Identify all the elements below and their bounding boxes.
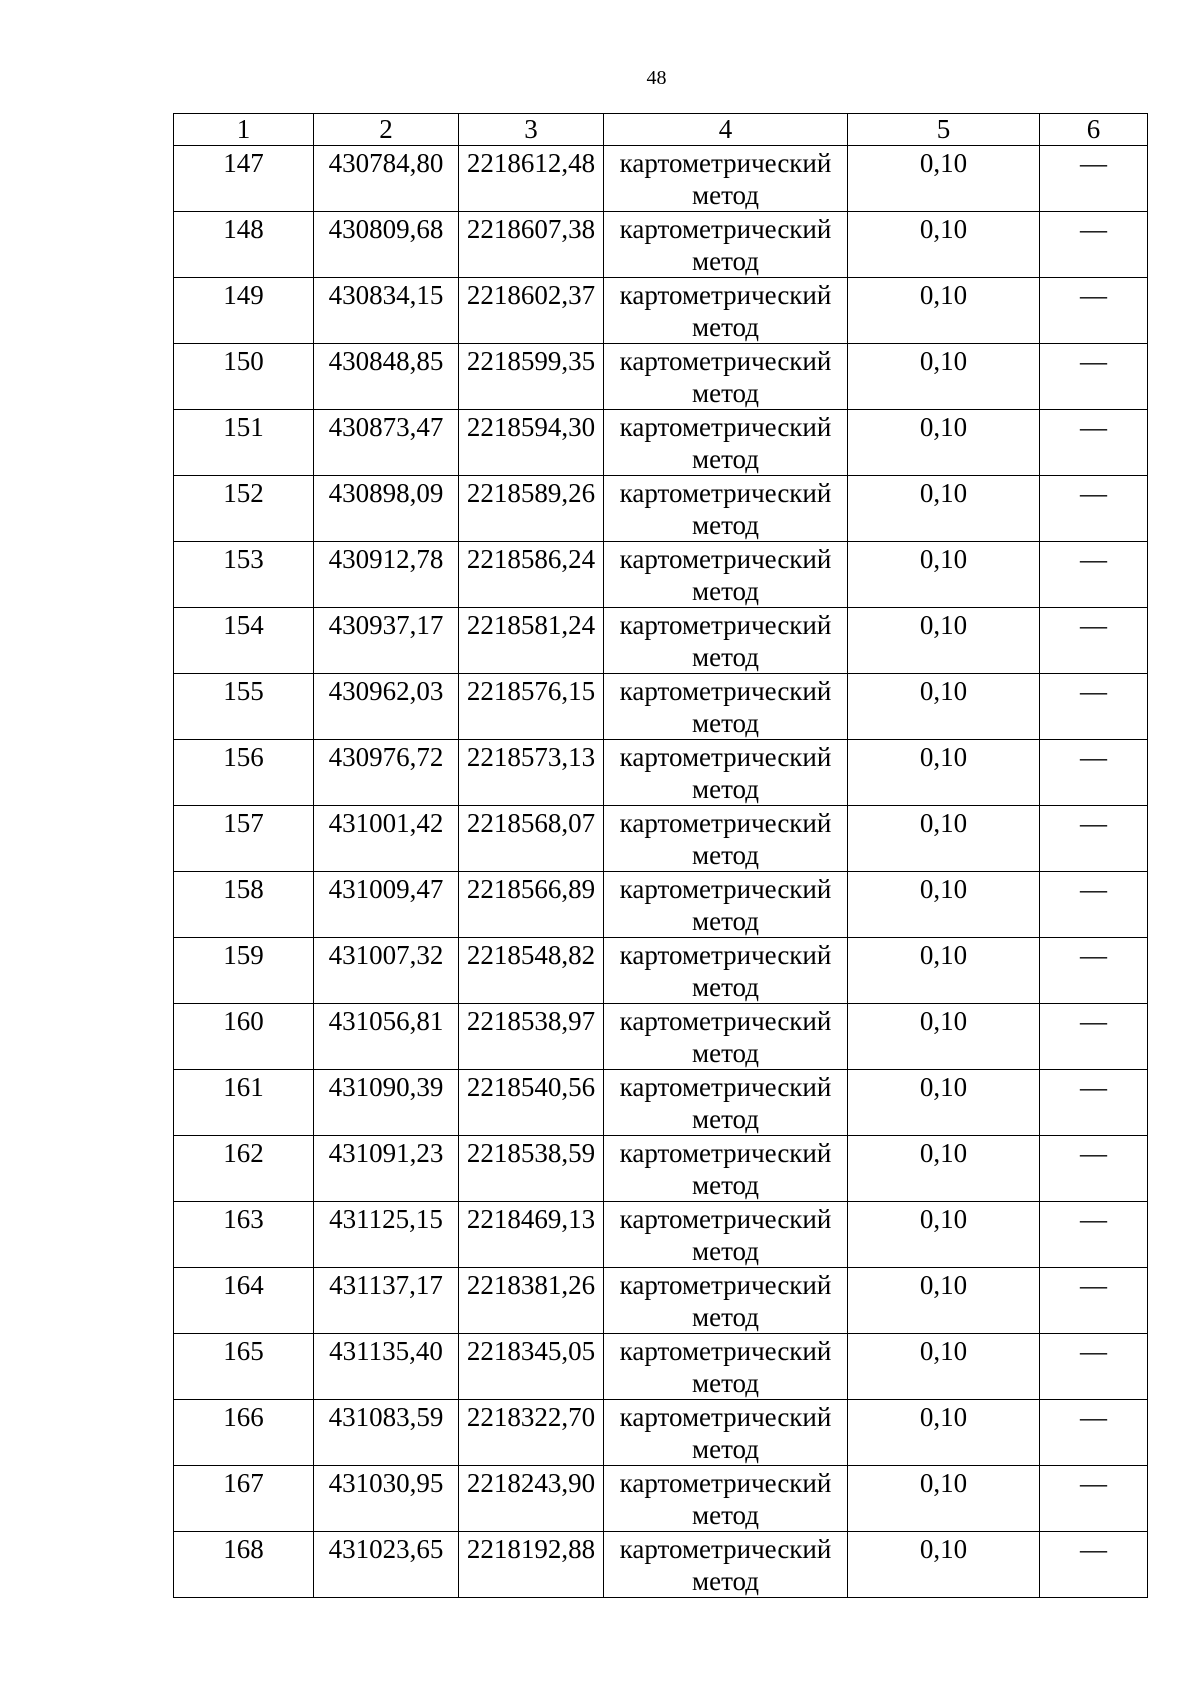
x-coordinate-cell: [314, 1004, 459, 1070]
note-cell: [1040, 1136, 1148, 1202]
accuracy-cell-text: 0,10: [919, 478, 968, 508]
accuracy-cell: [848, 344, 1040, 410]
note-cell: [1040, 938, 1148, 1004]
accuracy-cell-text: 0,10: [919, 610, 968, 640]
note-cell: [1040, 212, 1148, 278]
page-number: 48: [646, 67, 667, 89]
accuracy-cell: [848, 1532, 1040, 1598]
method-cell: [604, 1268, 848, 1334]
point-number-cell: [174, 872, 314, 938]
accuracy-cell: [848, 608, 1040, 674]
accuracy-cell: [848, 278, 1040, 344]
note-dash: —: [1080, 1072, 1107, 1102]
x-coordinate-cell: [314, 872, 459, 938]
table-row: [174, 1532, 1148, 1598]
accuracy-cell-text: 0,10: [919, 1204, 968, 1234]
y-coordinate-cell: [459, 146, 604, 212]
y-coordinate-cell: [459, 938, 604, 1004]
table-row: [174, 608, 1148, 674]
y-coordinate-cell-text: 2218192,88: [466, 1534, 596, 1564]
point-number-cell-text: 160: [223, 1006, 264, 1036]
y-coordinate-cell-text: 2218602,37: [466, 280, 596, 310]
method-cell: [604, 410, 848, 476]
y-coordinate-cell: [459, 608, 604, 674]
y-coordinate-cell: [459, 1466, 604, 1532]
accuracy-cell-text: 0,10: [919, 280, 968, 310]
x-coordinate-cell: [314, 938, 459, 1004]
table-row: [174, 806, 1148, 872]
table-row: [174, 740, 1148, 806]
x-coordinate-cell-text: 431135,40: [329, 1336, 443, 1366]
x-coordinate-cell: [314, 1334, 459, 1400]
x-coordinate-cell-text: 430898,09: [328, 478, 444, 508]
point-number-cell-text: 154: [223, 610, 264, 640]
x-coordinate-cell: [314, 278, 459, 344]
point-number-cell: [174, 1268, 314, 1334]
point-number-cell-text: 162: [223, 1138, 264, 1168]
note-dash: —: [1080, 346, 1107, 376]
table-row: [174, 146, 1148, 212]
y-coordinate-cell-text: 2218469,13: [466, 1204, 596, 1234]
x-coordinate-cell-text: 430962,03: [328, 676, 444, 706]
table-row: [174, 278, 1148, 344]
table-row: [174, 542, 1148, 608]
y-coordinate-cell: [459, 542, 604, 608]
x-coordinate-cell-text: 431090,39: [328, 1072, 444, 1102]
accuracy-cell: [848, 146, 1040, 212]
x-coordinate-cell: [314, 476, 459, 542]
x-coordinate-cell-text: 431001,42: [328, 808, 444, 838]
method-cell: [604, 1400, 848, 1466]
table-row: [174, 872, 1148, 938]
accuracy-cell: [848, 212, 1040, 278]
table-row: [174, 1334, 1148, 1400]
accuracy-cell: [848, 1400, 1040, 1466]
y-coordinate-cell-text: 2218548,82: [466, 940, 596, 970]
y-coordinate-cell: [459, 1136, 604, 1202]
method-cell-text: картометрический метод: [619, 412, 832, 474]
method-cell: [604, 806, 848, 872]
point-number-cell-text: 148: [223, 214, 264, 244]
y-coordinate-cell-text: 2218586,24: [466, 544, 596, 574]
method-cell: [604, 1532, 848, 1598]
point-number-cell: [174, 806, 314, 872]
x-coordinate-cell: [314, 344, 459, 410]
accuracy-cell: [848, 872, 1040, 938]
x-coordinate-cell-text: 431009,47: [328, 874, 444, 904]
point-number-cell-text: 166: [223, 1402, 264, 1432]
point-number-cell: [174, 938, 314, 1004]
note-dash: —: [1080, 1138, 1107, 1168]
note-cell: [1040, 1334, 1148, 1400]
accuracy-cell: [848, 806, 1040, 872]
x-coordinate-cell: [314, 1070, 459, 1136]
note-dash: —: [1080, 676, 1107, 706]
method-cell-text: картометрический метод: [619, 610, 832, 672]
note-cell: [1040, 1466, 1148, 1532]
table-row: [174, 1466, 1148, 1532]
method-cell-text: картометрический метод: [619, 1204, 832, 1266]
y-coordinate-cell-text: 2218599,35: [466, 346, 596, 376]
table-row: [174, 1070, 1148, 1136]
method-cell-text: картометрический метод: [619, 148, 832, 210]
x-coordinate-cell: [314, 542, 459, 608]
point-number-cell-text: 161: [223, 1072, 264, 1102]
y-coordinate-cell-text: 2218581,24: [466, 610, 596, 640]
method-cell-text: картометрический метод: [619, 1468, 832, 1530]
point-number-cell-text: 151: [223, 412, 264, 442]
accuracy-cell: [848, 542, 1040, 608]
x-coordinate-cell-text: 431083,59: [328, 1402, 444, 1432]
method-cell-text: картометрический метод: [619, 1336, 832, 1398]
method-cell-text: картометрический метод: [619, 874, 832, 936]
x-coordinate-cell: [314, 806, 459, 872]
y-coordinate-cell: [459, 344, 604, 410]
x-coordinate-cell: [314, 608, 459, 674]
point-number-cell-text: 164: [223, 1270, 264, 1300]
table-row: [174, 212, 1148, 278]
note-dash: —: [1080, 478, 1107, 508]
x-coordinate-cell-text: 431023,65: [328, 1534, 444, 1564]
accuracy-cell-text: 0,10: [919, 1006, 968, 1036]
accuracy-cell-text: 0,10: [919, 742, 968, 772]
point-number-cell-text: 163: [223, 1204, 264, 1234]
accuracy-cell: [848, 1334, 1040, 1400]
note-cell: [1040, 1004, 1148, 1070]
x-coordinate-cell-text: 431137,17: [329, 1270, 443, 1300]
y-coordinate-cell-text: 2218243,90: [466, 1468, 596, 1498]
note-cell: [1040, 740, 1148, 806]
accuracy-cell-text: 0,10: [919, 1402, 968, 1432]
x-coordinate-cell-text: 430809,68: [328, 214, 444, 244]
table-row: [174, 1136, 1148, 1202]
y-coordinate-cell-text: 2218576,15: [466, 676, 596, 706]
note-cell: [1040, 344, 1148, 410]
note-dash: —: [1080, 940, 1107, 970]
x-coordinate-cell: [314, 1532, 459, 1598]
y-coordinate-cell: [459, 1334, 604, 1400]
point-number-cell: [174, 740, 314, 806]
y-coordinate-cell-text: 2218322,70: [466, 1402, 596, 1432]
note-dash: —: [1080, 808, 1107, 838]
x-coordinate-cell-text: 431007,32: [328, 940, 444, 970]
y-coordinate-cell: [459, 806, 604, 872]
note-cell: [1040, 806, 1148, 872]
point-number-cell-text: 155: [223, 676, 264, 706]
note-cell: [1040, 1268, 1148, 1334]
table-row: [174, 1202, 1148, 1268]
method-cell: [604, 1202, 848, 1268]
method-cell-text: картометрический метод: [619, 742, 832, 804]
note-dash: —: [1080, 1006, 1107, 1036]
y-coordinate-cell: [459, 674, 604, 740]
x-coordinate-cell: [314, 1268, 459, 1334]
point-number-cell: [174, 1532, 314, 1598]
x-coordinate-cell-text: 431091,23: [328, 1138, 444, 1168]
point-number-cell: [174, 674, 314, 740]
y-coordinate-cell: [459, 410, 604, 476]
point-number-cell-text: 153: [223, 544, 264, 574]
method-cell-text: картометрический метод: [619, 1270, 832, 1332]
note-cell: [1040, 410, 1148, 476]
x-coordinate-cell: [314, 410, 459, 476]
accuracy-cell-text: 0,10: [919, 544, 968, 574]
method-cell: [604, 1070, 848, 1136]
note-dash: —: [1080, 544, 1107, 574]
note-cell: [1040, 542, 1148, 608]
table-row: [174, 938, 1148, 1004]
header-cell-2: 2: [314, 114, 459, 146]
accuracy-cell: [848, 1466, 1040, 1532]
method-cell-text: картометрический метод: [619, 1072, 832, 1134]
y-coordinate-cell-text: 2218594,30: [466, 412, 596, 442]
accuracy-cell: [848, 938, 1040, 1004]
note-dash: —: [1080, 412, 1107, 442]
method-cell: [604, 542, 848, 608]
x-coordinate-cell-text: 430937,17: [328, 610, 444, 640]
accuracy-cell-text: 0,10: [919, 412, 968, 442]
x-coordinate-cell: [314, 674, 459, 740]
accuracy-cell-text: 0,10: [919, 1138, 968, 1168]
point-number-cell: [174, 1202, 314, 1268]
accuracy-cell-text: 0,10: [919, 1072, 968, 1102]
table-row: [174, 410, 1148, 476]
y-coordinate-cell-text: 2218607,38: [466, 214, 596, 244]
method-cell-text: картометрический метод: [619, 1006, 832, 1068]
method-cell: [604, 740, 848, 806]
coordinates-table: [173, 113, 1148, 1598]
table-header-row: [174, 114, 1148, 146]
point-number-cell-text: 152: [223, 478, 264, 508]
accuracy-cell: [848, 1004, 1040, 1070]
point-number-cell: [174, 410, 314, 476]
accuracy-cell: [848, 1202, 1040, 1268]
x-coordinate-cell: [314, 1202, 459, 1268]
method-cell: [604, 344, 848, 410]
method-cell-text: картометрический метод: [619, 544, 832, 606]
point-number-cell: [174, 1136, 314, 1202]
note-dash: —: [1080, 742, 1107, 772]
point-number-cell: [174, 476, 314, 542]
point-number-cell: [174, 608, 314, 674]
point-number-cell-text: 167: [223, 1468, 264, 1498]
table-row: [174, 1004, 1148, 1070]
point-number-cell-text: 159: [223, 940, 264, 970]
accuracy-cell: [848, 1268, 1040, 1334]
y-coordinate-cell: [459, 278, 604, 344]
accuracy-cell-text: 0,10: [919, 1534, 968, 1564]
y-coordinate-cell-text: 2218573,13: [466, 742, 596, 772]
method-cell-text: картометрический метод: [619, 214, 832, 276]
method-cell: [604, 938, 848, 1004]
method-cell: [604, 674, 848, 740]
point-number-cell: [174, 146, 314, 212]
y-coordinate-cell: [459, 872, 604, 938]
x-coordinate-cell: [314, 1400, 459, 1466]
x-coordinate-cell-text: 430784,80: [328, 148, 444, 178]
note-cell: [1040, 1532, 1148, 1598]
x-coordinate-cell-text: 430834,15: [328, 280, 444, 310]
note-dash: —: [1080, 1270, 1107, 1300]
note-cell: [1040, 476, 1148, 542]
point-number-cell-text: 158: [223, 874, 264, 904]
point-number-cell: [174, 278, 314, 344]
table-row: [174, 344, 1148, 410]
accuracy-cell-text: 0,10: [919, 1336, 968, 1366]
note-dash: —: [1080, 148, 1107, 178]
y-coordinate-cell: [459, 740, 604, 806]
accuracy-cell-text: 0,10: [919, 940, 968, 970]
y-coordinate-cell: [459, 1004, 604, 1070]
x-coordinate-cell-text: 430848,85: [328, 346, 444, 376]
y-coordinate-cell-text: 2218538,59: [466, 1138, 596, 1168]
table-row: [174, 1268, 1148, 1334]
note-dash: —: [1080, 1204, 1107, 1234]
y-coordinate-cell-text: 2218538,97: [466, 1006, 596, 1036]
accuracy-cell: [848, 1070, 1040, 1136]
accuracy-cell-text: 0,10: [919, 148, 968, 178]
header-cell-4: 4: [604, 114, 848, 146]
accuracy-cell: [848, 410, 1040, 476]
y-coordinate-cell-text: 2218381,26: [466, 1270, 596, 1300]
accuracy-cell: [848, 1136, 1040, 1202]
method-cell-text: картометрический метод: [619, 1402, 832, 1464]
accuracy-cell: [848, 476, 1040, 542]
method-cell-text: картометрический метод: [619, 1534, 832, 1596]
method-cell-text: картометрический метод: [619, 940, 832, 1002]
note-dash: —: [1080, 1336, 1107, 1366]
x-coordinate-cell: [314, 740, 459, 806]
method-cell: [604, 278, 848, 344]
header-cell-3: 3: [459, 114, 604, 146]
method-cell: [604, 608, 848, 674]
method-cell: [604, 476, 848, 542]
method-cell: [604, 212, 848, 278]
y-coordinate-cell: [459, 1532, 604, 1598]
header-cell-6: 6: [1040, 114, 1148, 146]
method-cell: [604, 1136, 848, 1202]
x-coordinate-cell-text: 431125,15: [329, 1204, 443, 1234]
point-number-cell: [174, 1070, 314, 1136]
note-dash: —: [1080, 214, 1107, 244]
point-number-cell-text: 165: [223, 1336, 264, 1366]
method-cell-text: картометрический метод: [619, 346, 832, 408]
point-number-cell-text: 147: [223, 148, 264, 178]
accuracy-cell-text: 0,10: [919, 1270, 968, 1300]
point-number-cell-text: 156: [223, 742, 264, 772]
accuracy-cell-text: 0,10: [919, 214, 968, 244]
table-row: [174, 674, 1148, 740]
note-cell: [1040, 146, 1148, 212]
y-coordinate-cell-text: 2218568,07: [466, 808, 596, 838]
y-coordinate-cell: [459, 1070, 604, 1136]
y-coordinate-cell: [459, 1202, 604, 1268]
method-cell: [604, 1004, 848, 1070]
x-coordinate-cell-text: 431056,81: [328, 1006, 444, 1036]
header-cell-1: 1: [174, 114, 314, 146]
method-cell-text: картометрический метод: [619, 676, 832, 738]
y-coordinate-cell: [459, 1400, 604, 1466]
y-coordinate-cell-text: 2218345,05: [466, 1336, 596, 1366]
accuracy-cell-text: 0,10: [919, 874, 968, 904]
accuracy-cell-text: 0,10: [919, 346, 968, 376]
point-number-cell: [174, 1334, 314, 1400]
point-number-cell-text: 149: [223, 280, 264, 310]
note-cell: [1040, 1070, 1148, 1136]
note-cell: [1040, 872, 1148, 938]
method-cell: [604, 872, 848, 938]
x-coordinate-cell-text: 430976,72: [328, 742, 444, 772]
point-number-cell: [174, 1004, 314, 1070]
y-coordinate-cell-text: 2218589,26: [466, 478, 596, 508]
y-coordinate-cell-text: 2218566,89: [466, 874, 596, 904]
method-cell-text: картометрический метод: [619, 1138, 832, 1200]
y-coordinate-cell: [459, 1268, 604, 1334]
y-coordinate-cell: [459, 212, 604, 278]
method-cell-text: картометрический метод: [619, 280, 832, 342]
point-number-cell: [174, 212, 314, 278]
y-coordinate-cell-text: 2218612,48: [466, 148, 596, 178]
note-dash: —: [1080, 1402, 1107, 1432]
note-cell: [1040, 674, 1148, 740]
accuracy-cell-text: 0,10: [919, 1468, 968, 1498]
y-coordinate-cell: [459, 476, 604, 542]
x-coordinate-cell-text: 430873,47: [328, 412, 444, 442]
method-cell: [604, 1334, 848, 1400]
point-number-cell: [174, 1466, 314, 1532]
note-cell: [1040, 1400, 1148, 1466]
point-number-cell: [174, 1400, 314, 1466]
note-dash: —: [1080, 280, 1107, 310]
accuracy-cell: [848, 740, 1040, 806]
table-row: [174, 1400, 1148, 1466]
point-number-cell-text: 168: [223, 1534, 264, 1564]
method-cell-text: картометрический метод: [619, 478, 832, 540]
accuracy-cell-text: 0,10: [919, 676, 968, 706]
point-number-cell: [174, 344, 314, 410]
x-coordinate-cell: [314, 1466, 459, 1532]
method-cell-text: картометрический метод: [619, 808, 832, 870]
x-coordinate-cell: [314, 146, 459, 212]
accuracy-cell-text: 0,10: [919, 808, 968, 838]
note-dash: —: [1080, 1534, 1107, 1564]
point-number-cell-text: 150: [223, 346, 264, 376]
note-dash: —: [1080, 1468, 1107, 1498]
method-cell: [604, 146, 848, 212]
x-coordinate-cell-text: 431030,95: [328, 1468, 444, 1498]
note-cell: [1040, 1202, 1148, 1268]
x-coordinate-cell: [314, 212, 459, 278]
y-coordinate-cell-text: 2218540,56: [466, 1072, 596, 1102]
note-cell: [1040, 608, 1148, 674]
method-cell: [604, 1466, 848, 1532]
point-number-cell: [174, 542, 314, 608]
x-coordinate-cell: [314, 1136, 459, 1202]
x-coordinate-cell-text: 430912,78: [328, 544, 444, 574]
point-number-cell-text: 157: [223, 808, 264, 838]
accuracy-cell: [848, 674, 1040, 740]
note-cell: [1040, 278, 1148, 344]
header-cell-5: 5: [848, 114, 1040, 146]
note-dash: —: [1080, 874, 1107, 904]
table-row: [174, 476, 1148, 542]
note-dash: —: [1080, 610, 1107, 640]
